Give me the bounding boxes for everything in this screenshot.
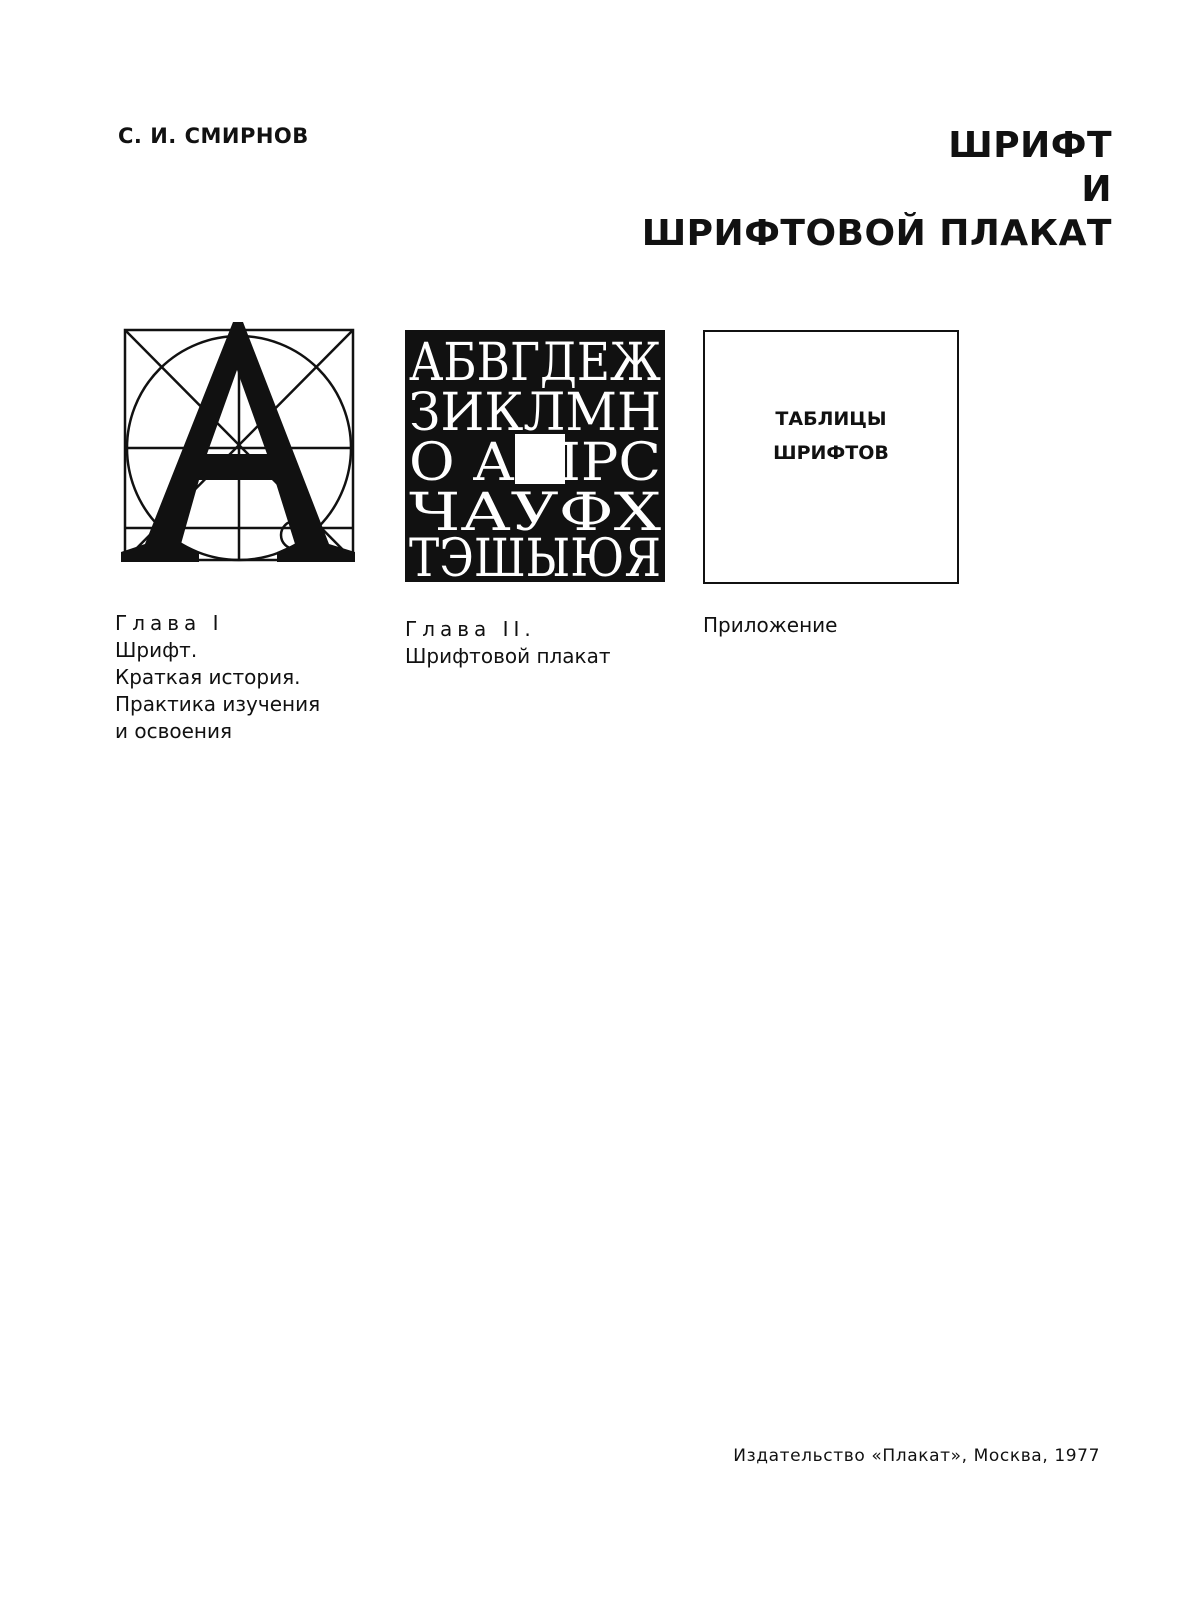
alphabet-block-icon — [405, 330, 665, 589]
font-tables-box — [703, 330, 959, 584]
alphabet-row: ТЭШЫЮЯ — [409, 529, 661, 589]
font-tables-line-2: ШРИФТОВ — [773, 442, 889, 464]
title-line-2: И — [1081, 169, 1112, 210]
chapter-1-line: Шрифт. — [115, 638, 198, 662]
appendix-section — [703, 330, 959, 639]
chapter-2-caption — [405, 616, 663, 670]
chapter-1-kicker: Глава I — [115, 611, 224, 635]
title-line-3: ШРИФТОВОЙ ПЛАКАТ — [641, 213, 1112, 254]
chapter-2-section — [405, 330, 663, 670]
alphabet-row: АБВГДЕЖ — [409, 333, 661, 393]
chapter-1-section — [115, 330, 373, 745]
appendix-caption — [703, 612, 959, 639]
font-tables-line-1: ТАБЛИЦЫ — [775, 408, 887, 430]
chapter-2-kicker: Глава II. — [405, 617, 536, 641]
alphabet-row: ЗИКЛМН — [409, 383, 661, 443]
alphabet-row: О А ПРС — [409, 433, 661, 493]
chapter-1-line: и освоения — [115, 719, 233, 743]
chapter-1-line: Практика изучения — [115, 692, 321, 716]
chapter-1-caption — [115, 610, 373, 745]
book-title — [642, 124, 1112, 256]
publisher-line: Издательство «Плакат», Москва, 1977 — [733, 1446, 1100, 1466]
title-line-1: ШРИФТ — [948, 125, 1112, 166]
alphabet-block-illustration — [405, 330, 663, 588]
chapter-1-line: Краткая история. — [115, 665, 301, 689]
appendix-kicker: Приложение — [703, 613, 838, 637]
author-name: С. И. СМИРНОВ — [118, 124, 309, 148]
chapter-2-line: Шрифтовой плакат — [405, 644, 611, 668]
letter-a-construction-icon — [115, 330, 373, 570]
alphabet-row: ЧАУФХ — [409, 483, 661, 543]
letter-a-construction-illustration — [115, 330, 373, 588]
